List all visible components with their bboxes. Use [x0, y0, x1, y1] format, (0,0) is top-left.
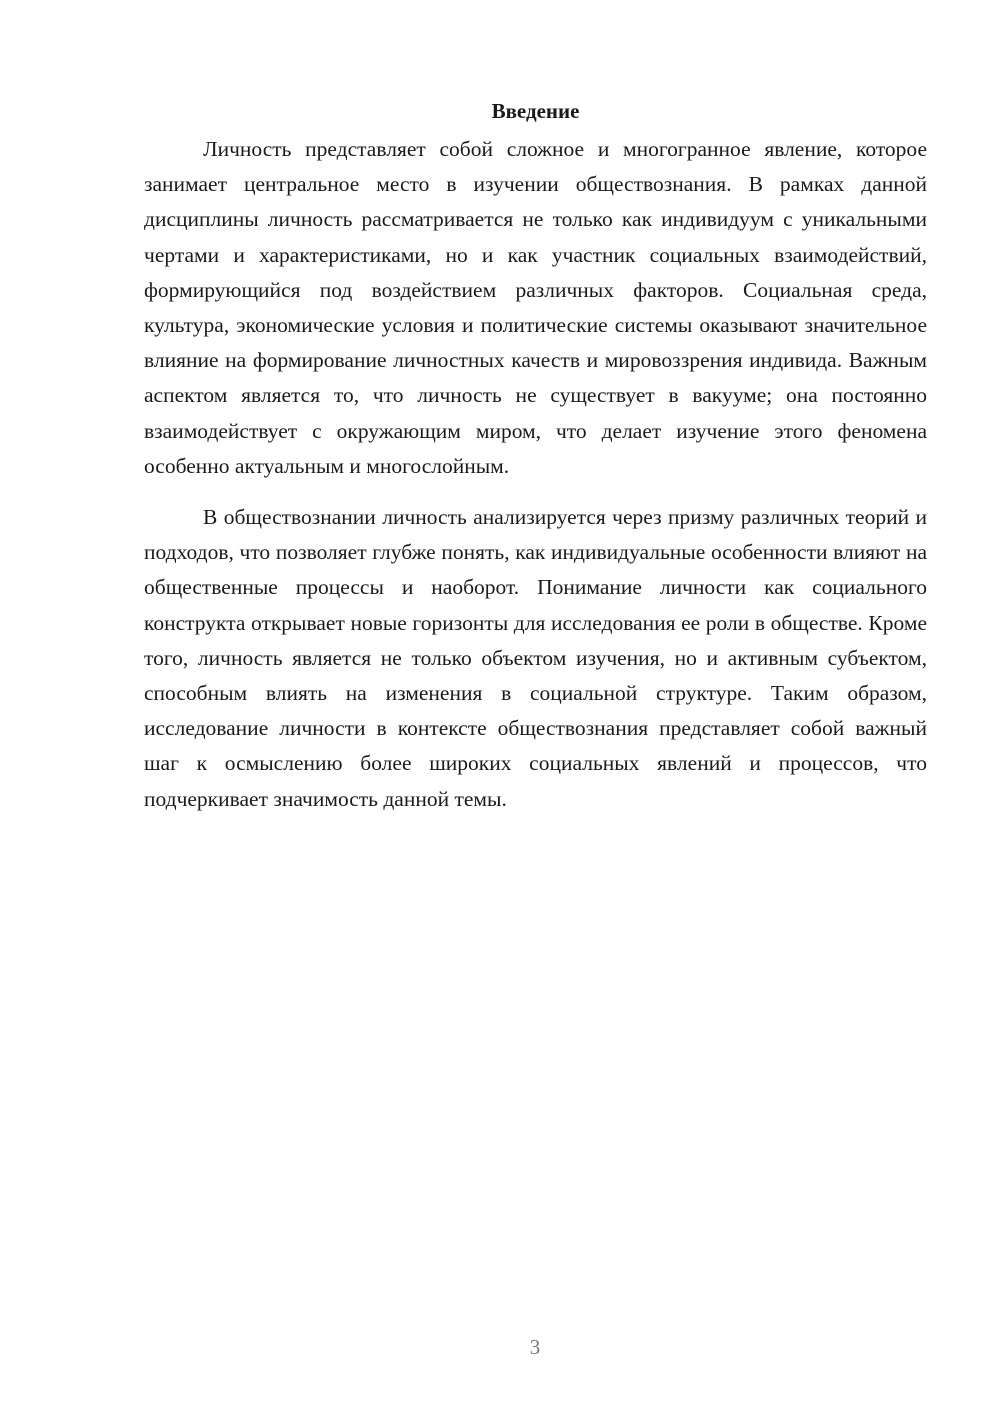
- section-heading: Введение: [491, 99, 580, 123]
- page-content: [144, 96, 927, 817]
- paragraph: Личность представляет собой сложное и многогранное явление, которое занимает центральное место в изучении обществознания. В рамках данной дисциплины личность рассматривается не только как индивидуум с уникальными чертами и характеристиками, но и как участник социальных взаимодействий, формирующийся под воздействием различных факторов. Социальная среда, культура, экономические условия и политические системы оказывают значительное влияние на формирование личностных качеств и мировоззрения индивида. Важным аспектом является то, что личность не существует в вакууме; она постоянно взаимодействует с окружающим миром, что делает изучение этого феномена особенно актуальным и многослойным.: [144, 137, 927, 478]
- paragraph: В обществознании личность анализируется через призму различных теорий и подходов, что позволяет глубже понять, как индивидуальные особенности влияют на общественные процессы и наоборот. Понимание личности как социального конструкта открывает новые горизонты для исследования ее роли в обществе. Кроме того, личность является не только объектом изучения, но и активным субъектом, способным влиять на изменения в социальной структуре. Таким образом, исследование личности в контексте обществознания представляет собой важный шаг к осмыслению более широких социальных явлений и процессов, что подчеркивает значимость данной темы.: [144, 505, 927, 811]
- page-number: 3: [529, 1335, 541, 1359]
